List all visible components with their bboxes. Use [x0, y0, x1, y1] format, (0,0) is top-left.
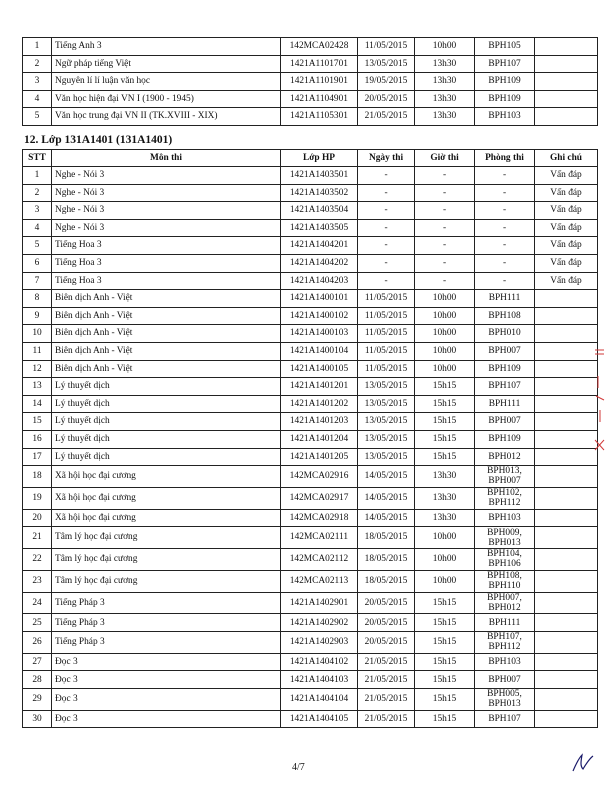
cell-room: BPH107, BPH112 — [475, 632, 535, 654]
cell-room: BPH105 — [475, 38, 535, 56]
cell-stt: 6 — [23, 254, 52, 272]
cell-code: 1421A1401205 — [281, 448, 358, 466]
cell-stt: 5 — [23, 237, 52, 255]
cell-stt: 9 — [23, 307, 52, 325]
table-row — [23, 73, 598, 91]
cell-subject: Đọc 3 — [52, 653, 281, 671]
cell-code: 1421A1402903 — [281, 632, 358, 654]
cell-note — [535, 90, 598, 108]
cell-time: 15h15 — [415, 689, 475, 711]
cell-stt: 14 — [23, 395, 52, 413]
cell-code: 142MCA02916 — [281, 466, 358, 488]
cell-note — [535, 38, 598, 56]
page-number: 4/7 — [292, 762, 305, 773]
cell-time: 13h30 — [415, 73, 475, 91]
cell-stt: 22 — [23, 549, 52, 571]
cell-code: 1421A1404203 — [281, 272, 358, 290]
cell-subject: Biên dịch Anh - Việt — [52, 325, 281, 343]
cell-time: 13h30 — [415, 509, 475, 527]
header-exam-time: Giờ thi — [415, 150, 475, 167]
table-row — [23, 254, 598, 272]
header-class-code: Lớp HP — [281, 150, 358, 167]
header-subject: Môn thi — [52, 150, 281, 167]
cell-date: 21/05/2015 — [358, 710, 415, 728]
cell-date: 18/05/2015 — [358, 549, 415, 571]
cell-time: 15h15 — [415, 653, 475, 671]
cell-subject: Tiếng Anh 3 — [52, 38, 281, 56]
cell-code: 1421A1404103 — [281, 671, 358, 689]
cell-code: 1421A1404105 — [281, 710, 358, 728]
cell-room: - — [475, 202, 535, 220]
cell-time: 13h30 — [415, 466, 475, 488]
cell-stt: 19 — [23, 487, 52, 509]
cell-date: 20/05/2015 — [358, 592, 415, 614]
cell-code: 142MCA02113 — [281, 570, 358, 592]
cell-room: BPH109 — [475, 360, 535, 378]
cell-note — [535, 55, 598, 73]
table-row — [23, 167, 598, 185]
cell-time: - — [415, 254, 475, 272]
cell-date: 21/05/2015 — [358, 108, 415, 126]
cell-time: 10h00 — [415, 527, 475, 549]
cell-code: 1421A1402902 — [281, 614, 358, 632]
cell-time: 10h00 — [415, 38, 475, 56]
cell-room: BPH109 — [475, 73, 535, 91]
cell-code: 1421A1400105 — [281, 360, 358, 378]
table-row — [23, 184, 598, 202]
cell-date: 11/05/2015 — [358, 38, 415, 56]
cell-date: 14/05/2015 — [358, 466, 415, 488]
cell-time: 13h30 — [415, 108, 475, 126]
cell-stt: 26 — [23, 632, 52, 654]
cell-room: BPH109 — [475, 90, 535, 108]
table-row — [23, 55, 598, 73]
cell-stt: 3 — [23, 73, 52, 91]
table-row — [23, 710, 598, 728]
cell-code: 1421A1404104 — [281, 689, 358, 711]
cell-note — [535, 614, 598, 632]
cell-room: BPH005, BPH013 — [475, 689, 535, 711]
cell-time: - — [415, 202, 475, 220]
cell-room: BPH108, BPH110 — [475, 570, 535, 592]
cell-time: 10h00 — [415, 342, 475, 360]
cell-time: 15h15 — [415, 614, 475, 632]
cell-note — [535, 487, 598, 509]
table-row — [23, 237, 598, 255]
table-row — [23, 272, 598, 290]
cell-subject: Tiếng Hoa 3 — [52, 237, 281, 255]
cell-code: 1421A1402901 — [281, 592, 358, 614]
cell-stt: 18 — [23, 466, 52, 488]
cell-room: - — [475, 272, 535, 290]
cell-date: 13/05/2015 — [358, 430, 415, 448]
cell-stt: 2 — [23, 184, 52, 202]
cell-subject: Tiếng Hoa 3 — [52, 272, 281, 290]
cell-subject: Biên dịch Anh - Việt — [52, 342, 281, 360]
cell-time: 10h00 — [415, 325, 475, 343]
cell-date: - — [358, 219, 415, 237]
cell-note — [535, 108, 598, 126]
cell-note — [535, 653, 598, 671]
table-row — [23, 342, 598, 360]
cell-code: 1421A1404102 — [281, 653, 358, 671]
cell-note: Vấn đáp — [535, 254, 598, 272]
red-stamp-mark — [592, 340, 608, 460]
cell-room: BPH108 — [475, 307, 535, 325]
cell-date: - — [358, 254, 415, 272]
cell-stt: 10 — [23, 325, 52, 343]
cell-time: 10h00 — [415, 307, 475, 325]
cell-stt: 29 — [23, 689, 52, 711]
cell-room: BPH107 — [475, 378, 535, 396]
cell-room: - — [475, 184, 535, 202]
cell-subject: Tiếng Hoa 3 — [52, 254, 281, 272]
cell-room: BPH007 — [475, 671, 535, 689]
cell-subject: Đọc 3 — [52, 689, 281, 711]
cell-subject: Biên dịch Anh - Việt — [52, 360, 281, 378]
cell-date: 20/05/2015 — [358, 614, 415, 632]
cell-time: 10h00 — [415, 360, 475, 378]
cell-time: 10h00 — [415, 570, 475, 592]
cell-note — [535, 307, 598, 325]
cell-note — [535, 430, 598, 448]
cell-code: 1421A1400102 — [281, 307, 358, 325]
cell-note: Vấn đáp — [535, 237, 598, 255]
cell-code: 1421A1401204 — [281, 430, 358, 448]
table-row — [23, 466, 598, 488]
cell-date: - — [358, 272, 415, 290]
cell-code: 1421A1401202 — [281, 395, 358, 413]
cell-note — [535, 290, 598, 308]
cell-note: Vấn đáp — [535, 219, 598, 237]
cell-code: 142MCA02111 — [281, 527, 358, 549]
cell-stt: 27 — [23, 653, 52, 671]
cell-stt: 20 — [23, 509, 52, 527]
cell-date: 11/05/2015 — [358, 360, 415, 378]
cell-note — [535, 325, 598, 343]
cell-date: 20/05/2015 — [358, 632, 415, 654]
exam-schedule-table — [22, 149, 598, 728]
cell-room: BPH104, BPH106 — [475, 549, 535, 571]
section-title: 12. Lớp 131A1401 (131A1401) — [24, 134, 173, 146]
table-row — [23, 653, 598, 671]
cell-room: BPH111 — [475, 290, 535, 308]
cell-subject: Nghe - Nói 3 — [52, 219, 281, 237]
cell-time: 15h15 — [415, 378, 475, 396]
cell-stt: 3 — [23, 202, 52, 220]
cell-time: 15h15 — [415, 710, 475, 728]
cell-code: 1421A1403504 — [281, 202, 358, 220]
cell-room: BPH009, BPH013 — [475, 527, 535, 549]
cell-time: 15h15 — [415, 395, 475, 413]
cell-time: 15h15 — [415, 448, 475, 466]
table-row — [23, 430, 598, 448]
cell-date: 11/05/2015 — [358, 325, 415, 343]
cell-room: BPH010 — [475, 325, 535, 343]
table-row — [23, 90, 598, 108]
cell-room: BPH107 — [475, 55, 535, 73]
cell-code: 142MCA02917 — [281, 487, 358, 509]
cell-time: - — [415, 237, 475, 255]
table-row — [23, 632, 598, 654]
cell-note — [535, 527, 598, 549]
cell-date: 11/05/2015 — [358, 290, 415, 308]
cell-note — [535, 342, 598, 360]
cell-subject: Nghe - Nói 3 — [52, 167, 281, 185]
cell-code: 1421A1101701 — [281, 55, 358, 73]
cell-subject: Biên dịch Anh - Việt — [52, 290, 281, 308]
cell-code: 1421A1401201 — [281, 378, 358, 396]
cell-subject: Văn học trung đại VN II (TK.XVIII - XIX) — [52, 108, 281, 126]
cell-date: - — [358, 202, 415, 220]
cell-subject: Tiếng Pháp 3 — [52, 632, 281, 654]
cell-room: - — [475, 167, 535, 185]
cell-stt: 24 — [23, 592, 52, 614]
cell-subject: Lý thuyết dịch — [52, 378, 281, 396]
cell-note — [535, 448, 598, 466]
cell-date: 18/05/2015 — [358, 527, 415, 549]
cell-time: 13h30 — [415, 487, 475, 509]
table-row — [23, 360, 598, 378]
cell-note — [535, 509, 598, 527]
cell-time: - — [415, 272, 475, 290]
table-row — [23, 290, 598, 308]
cell-subject: Đọc 3 — [52, 710, 281, 728]
cell-time: 13h30 — [415, 90, 475, 108]
table-row — [23, 671, 598, 689]
cell-subject: Tâm lý học đại cương — [52, 570, 281, 592]
cell-stt: 15 — [23, 413, 52, 431]
cell-room: BPH007, BPH012 — [475, 592, 535, 614]
cell-room: BPH007 — [475, 342, 535, 360]
cell-note — [535, 360, 598, 378]
table-row — [23, 108, 598, 126]
cell-note: Vấn đáp — [535, 184, 598, 202]
cell-code: 1421A1404201 — [281, 237, 358, 255]
cell-stt: 4 — [23, 219, 52, 237]
header-note: Ghi chú — [535, 150, 598, 167]
cell-room: BPH111 — [475, 395, 535, 413]
cell-stt: 4 — [23, 90, 52, 108]
cell-code: 1421A1403505 — [281, 219, 358, 237]
cell-note — [535, 549, 598, 571]
cell-room: BPH013, BPH007 — [475, 466, 535, 488]
cell-code: 1421A1400104 — [281, 342, 358, 360]
cell-stt: 11 — [23, 342, 52, 360]
cell-stt: 7 — [23, 272, 52, 290]
cell-stt: 23 — [23, 570, 52, 592]
cell-note: Vấn đáp — [535, 167, 598, 185]
cell-room: BPH103 — [475, 653, 535, 671]
cell-room: BPH102, BPH112 — [475, 487, 535, 509]
cell-date: 13/05/2015 — [358, 448, 415, 466]
cell-note — [535, 378, 598, 396]
previous-class-table — [22, 37, 598, 126]
cell-subject: Lý thuyết dịch — [52, 430, 281, 448]
cell-date: 21/05/2015 — [358, 671, 415, 689]
cell-room: BPH107 — [475, 710, 535, 728]
cell-date: 13/05/2015 — [358, 413, 415, 431]
cell-time: 10h00 — [415, 549, 475, 571]
cell-date: 11/05/2015 — [358, 307, 415, 325]
cell-subject: Nghe - Nói 3 — [52, 202, 281, 220]
table-row — [23, 307, 598, 325]
cell-date: - — [358, 184, 415, 202]
cell-time: - — [415, 184, 475, 202]
cell-stt: 12 — [23, 360, 52, 378]
cell-stt: 21 — [23, 527, 52, 549]
cell-time: - — [415, 219, 475, 237]
table-row — [23, 219, 598, 237]
cell-stt: 8 — [23, 290, 52, 308]
cell-date: 11/05/2015 — [358, 342, 415, 360]
cell-note: Vấn đáp — [535, 202, 598, 220]
cell-code: 142MCA02918 — [281, 509, 358, 527]
cell-date: 13/05/2015 — [358, 55, 415, 73]
cell-subject: Lý thuyết dịch — [52, 448, 281, 466]
cell-room: BPH007 — [475, 413, 535, 431]
cell-note — [535, 413, 598, 431]
cell-note — [535, 689, 598, 711]
cell-room: - — [475, 219, 535, 237]
cell-room: BPH111 — [475, 614, 535, 632]
cell-stt: 16 — [23, 430, 52, 448]
cell-note — [535, 570, 598, 592]
cell-date: 21/05/2015 — [358, 653, 415, 671]
table-row — [23, 689, 598, 711]
cell-code: 1421A1400101 — [281, 290, 358, 308]
cell-subject: Văn học hiện đại VN I (1900 - 1945) — [52, 90, 281, 108]
cell-subject: Tâm lý học đại cương — [52, 549, 281, 571]
table-row — [23, 395, 598, 413]
cell-subject: Xã hội học đại cương — [52, 487, 281, 509]
cell-room: - — [475, 237, 535, 255]
cell-stt: 30 — [23, 710, 52, 728]
cell-stt: 17 — [23, 448, 52, 466]
cell-stt: 25 — [23, 614, 52, 632]
table-row — [23, 202, 598, 220]
cell-subject: Tiếng Pháp 3 — [52, 614, 281, 632]
cell-stt: 28 — [23, 671, 52, 689]
cell-room: BPH012 — [475, 448, 535, 466]
cell-room: BPH103 — [475, 108, 535, 126]
cell-date: 13/05/2015 — [358, 378, 415, 396]
cell-time: 15h15 — [415, 671, 475, 689]
cell-time: 15h15 — [415, 413, 475, 431]
table-row — [23, 448, 598, 466]
table-row — [23, 38, 598, 56]
table-header-row — [23, 150, 598, 167]
cell-subject: Lý thuyết dịch — [52, 413, 281, 431]
table-row — [23, 570, 598, 592]
cell-date: - — [358, 237, 415, 255]
cell-subject: Tâm lý học đại cương — [52, 527, 281, 549]
cell-code: 1421A1403501 — [281, 167, 358, 185]
exam-schedule-table-body — [23, 167, 598, 728]
cell-time: 13h30 — [415, 55, 475, 73]
cell-code: 1421A1400103 — [281, 325, 358, 343]
cell-subject: Xã hội học đại cương — [52, 509, 281, 527]
table-row — [23, 325, 598, 343]
cell-subject: Nguyên lí lí luận văn học — [52, 73, 281, 91]
cell-subject: Tiếng Pháp 3 — [52, 592, 281, 614]
header-exam-room: Phòng thi — [475, 150, 535, 167]
cell-time: - — [415, 167, 475, 185]
cell-code: 1421A1404202 — [281, 254, 358, 272]
cell-subject: Nghe - Nói 3 — [52, 184, 281, 202]
cell-date: 21/05/2015 — [358, 689, 415, 711]
cell-subject: Lý thuyết dịch — [52, 395, 281, 413]
cell-code: 1421A1401203 — [281, 413, 358, 431]
cell-time: 10h00 — [415, 290, 475, 308]
cell-code: 1421A1104901 — [281, 90, 358, 108]
cell-note — [535, 671, 598, 689]
cell-stt: 2 — [23, 55, 52, 73]
cell-time: 15h15 — [415, 632, 475, 654]
cell-subject: Xã hội học đại cương — [52, 466, 281, 488]
table-row — [23, 487, 598, 509]
cell-date: 14/05/2015 — [358, 487, 415, 509]
cell-date: - — [358, 167, 415, 185]
cell-code: 142MCA02112 — [281, 549, 358, 571]
cell-note — [535, 710, 598, 728]
cell-date: 14/05/2015 — [358, 509, 415, 527]
cell-stt: 13 — [23, 378, 52, 396]
header-exam-date: Ngày thi — [358, 150, 415, 167]
table-row — [23, 509, 598, 527]
table-row — [23, 592, 598, 614]
cell-stt: 5 — [23, 108, 52, 126]
cell-code: 1421A1403502 — [281, 184, 358, 202]
previous-class-table-body — [23, 38, 598, 126]
cell-note — [535, 632, 598, 654]
cell-time: 15h15 — [415, 430, 475, 448]
cell-subject: Đọc 3 — [52, 671, 281, 689]
table-row — [23, 378, 598, 396]
cell-stt: 1 — [23, 38, 52, 56]
cell-code: 142MCA02428 — [281, 38, 358, 56]
table-row — [23, 527, 598, 549]
cell-note: Vấn đáp — [535, 272, 598, 290]
cell-code: 1421A1105301 — [281, 108, 358, 126]
cell-date: 13/05/2015 — [358, 395, 415, 413]
cell-date: 19/05/2015 — [358, 73, 415, 91]
handwritten-signature — [570, 752, 596, 779]
cell-date: 20/05/2015 — [358, 90, 415, 108]
cell-code: 1421A1101901 — [281, 73, 358, 91]
cell-subject: Ngữ pháp tiếng Việt — [52, 55, 281, 73]
cell-note — [535, 73, 598, 91]
cell-note — [535, 466, 598, 488]
table-row — [23, 413, 598, 431]
cell-stt: 1 — [23, 167, 52, 185]
cell-room: BPH103 — [475, 509, 535, 527]
cell-room: BPH109 — [475, 430, 535, 448]
cell-room: - — [475, 254, 535, 272]
header-stt: STT — [23, 150, 52, 167]
cell-time: 15h15 — [415, 592, 475, 614]
cell-note — [535, 395, 598, 413]
table-row — [23, 614, 598, 632]
cell-date: 18/05/2015 — [358, 570, 415, 592]
cell-subject: Biên dịch Anh - Việt — [52, 307, 281, 325]
cell-note — [535, 592, 598, 614]
table-row — [23, 549, 598, 571]
